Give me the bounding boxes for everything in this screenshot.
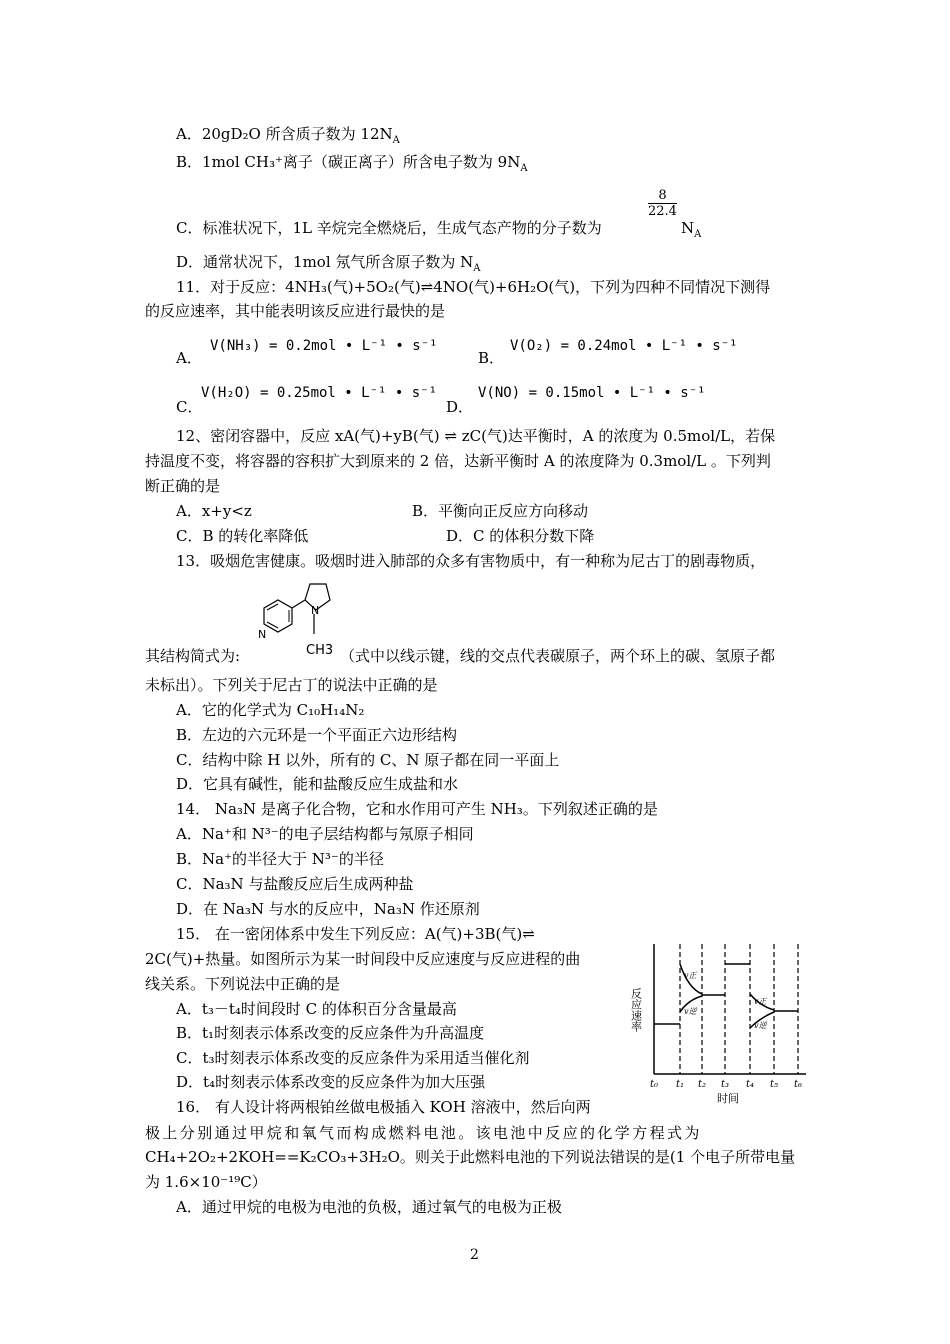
q15-stem-line3: 线关系。下列说法中正确的是	[145, 975, 341, 993]
q15-option-a: A．t₃－t₄时间段时 C 的体积百分含量最高	[176, 1000, 457, 1018]
q14-option-b: B．Na⁺的半径大于 N³⁻的半径	[176, 850, 384, 868]
q14-stem: 14． Na₃N 是离子化合物，它和水作用可产生 NH₃。下列叙述正确的是	[176, 800, 658, 818]
q16-stem-line4: 为 1.6×10⁻¹⁹C）	[145, 1173, 267, 1191]
q14-option-c: C．Na₃N 与盐酸反应后生成两种盐	[176, 875, 414, 893]
q15-option-c: C．t₃时刻表示体系改变的反应条件为采用适当催化剂	[176, 1049, 530, 1067]
q13-stem-line2-pre: 其结构简式为:	[145, 647, 241, 665]
v-reverse-label-2: v逆	[754, 1021, 767, 1030]
q16-stem-line3: CH₄+2O₂+2KOH==K₂CO₃+3H₂O。则关于此燃料电池的下列说法错误的是(1 个电子所带电量	[145, 1148, 796, 1166]
q13-option-b: B．左边的六元环是一个平面正六边形结构	[176, 726, 458, 744]
q10-option-b: B．1mol CH₃⁺离子（碳正离子）所含电子数为 $9N_A$	[176, 153, 528, 174]
q15-option-b: B．t₁时刻表示体系改变的反应条件为升高温度	[176, 1024, 485, 1042]
q12-option-d: D．C 的体积分数下降	[446, 527, 595, 545]
q12-stem-line1: 12、密闭容器中，反应 xA(气)+yB(气) ⇌ zC(气)达平衡时，A 的浓度为 0.5mol/L，若保	[176, 427, 776, 445]
q11-a-label: A．	[176, 349, 202, 367]
q15-option-d: D．t₄时刻表示体系改变的反应条件为加大压强	[176, 1073, 486, 1091]
q10-option-c: C．标准状况下，1L 辛烷完全燃烧后，生成气态产物的分子数为	[176, 219, 602, 237]
q13-stem-line1: 13．吸烟危害健康。吸烟时进入肺部的众多有害物质中，有一种称为尼古丁的剧毒物质，	[176, 552, 766, 570]
q11-b-formula: V(O₂) = 0.24mol • L⁻¹ • s⁻¹	[510, 338, 738, 354]
v-forward-label-2: v正	[754, 997, 767, 1006]
q11-stem-line1: 11．对于反应：4NH₃(气)+5O₂(气)⇌4NO(气)+6H₂O(气)，下列为四种不同情况下测得	[176, 278, 771, 296]
q13-option-d: D．它具有碱性，能和盐酸反应生成盐和水	[176, 775, 459, 793]
q16-option-a: A．通过甲烷的电极为电池的负极，通过氧气的电极为正极	[176, 1198, 562, 1216]
v-reverse-label-1: v逆	[684, 1007, 697, 1016]
q11-a-formula: V(NH₃) = 0.2mol • L⁻¹ • s⁻¹	[210, 338, 438, 354]
q12-option-a: A．x+y<z	[176, 502, 252, 520]
q11-d-formula: V(NO) = 0.15mol • L⁻¹ • s⁻¹	[478, 385, 706, 401]
q10-fraction: $\frac{8}{22.4}$	[648, 188, 677, 219]
q13-option-a: A．它的化学式为 C₁₀H₁₄N₂	[176, 701, 365, 719]
chart-xlabel: 时间	[717, 1092, 739, 1105]
tick-t0: t₀	[649, 1079, 659, 1090]
methyl-label: CH3	[306, 643, 334, 658]
chart-ylabel: 反应速率	[630, 988, 643, 1032]
q12-stem-line2: 持温度不变，将容器的容积扩大到原来的 2 倍，达新平衡时 A 的浓度降为 0.3mol/L 。下列判	[145, 452, 771, 470]
q16-stem-line2: 极上分别通过甲烷和氧气而构成燃料电池。该电池中反应的化学方程式为	[145, 1124, 702, 1142]
q11-b-label: B．	[478, 349, 505, 367]
tick-t5: t₅	[769, 1079, 779, 1090]
q11-c-label: C．	[176, 398, 203, 416]
tick-t6: t₆	[793, 1079, 803, 1090]
v-forward-label-1: v正	[684, 971, 697, 980]
q11-c-formula: V(H₂O) = 0.25mol • L⁻¹ • s⁻¹	[201, 385, 438, 401]
pyridine-n-label: N	[258, 628, 267, 641]
q11-d-label: D．	[446, 398, 474, 416]
q10-option-c-tail: $N_A$	[681, 219, 702, 240]
tick-t2: t₂	[697, 1079, 707, 1090]
q13-option-c: C．结构中除 H 以外，所有的 C、N 原子都在同一平面上	[176, 751, 560, 769]
tick-t1: t₁	[675, 1079, 685, 1090]
page-number: 2	[470, 1247, 479, 1263]
q16-stem-line1: 16． 有人设计将两根铂丝做电极插入 KOH 溶液中，然后向两	[176, 1098, 591, 1116]
q10-option-a: A．20gD₂O 所含质子数为 $12N_A$	[176, 125, 400, 146]
nicotine-structure	[250, 578, 340, 658]
tick-t3: t₃	[720, 1079, 730, 1090]
q10-option-d: D．通常状况下，1mol 氖气所含原子数为 $N_A$	[176, 253, 481, 274]
q14-option-a: A．Na⁺和 N³⁻的电子层结构都与氖原子相同	[176, 825, 474, 843]
tick-t4: t₄	[745, 1079, 755, 1090]
q15-rate-chart	[630, 938, 810, 1108]
q13-stem-line3: 未标出）。下列关于尼古丁的说法中正确的是	[145, 676, 438, 694]
q15-stem-line1: 15． 在一密闭体系中发生下列反应：A(气)+3B(气)⇌	[176, 925, 535, 943]
q15-stem-line2: 2C(气)+热量。如图所示为某一时间段中反应速度与反应进程的曲	[145, 950, 581, 968]
q12-stem-line3: 断正确的是	[145, 477, 221, 495]
q13-stem-line2-post: （式中以线示键，线的交点代表碳原子，两个环上的碳、氢原子都	[340, 647, 776, 665]
pyrrolidine-n-label: N	[311, 604, 320, 617]
q12-option-b: B．平衡向正反应方向移动	[412, 502, 589, 520]
q12-option-c: C．B 的转化率降低	[176, 527, 309, 545]
q14-option-d: D．在 Na₃N 与水的反应中，Na₃N 作还原剂	[176, 900, 480, 918]
q11-stem-line2: 的反应速率，其中能表明该反应进行最快的是	[145, 302, 446, 320]
